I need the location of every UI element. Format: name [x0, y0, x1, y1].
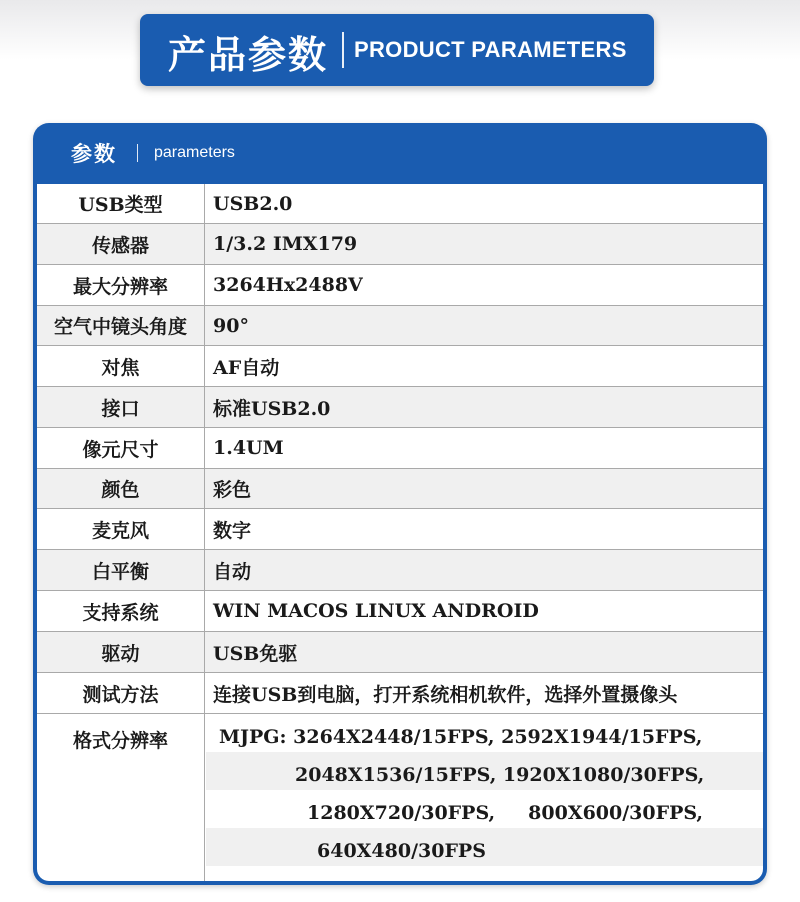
format-line: 640X480/30FPS: [317, 840, 486, 862]
parameters-card: [33, 123, 767, 885]
param-value: 3264Hx2488V: [213, 274, 363, 296]
param-label: 支持系统: [37, 591, 205, 631]
param-value: 彩色: [213, 479, 252, 501]
table-row: [37, 306, 763, 346]
table-row: [37, 469, 763, 509]
param-label: 麦克风: [37, 509, 205, 549]
header-banner: [140, 14, 654, 86]
table-row: [37, 509, 763, 550]
param-label: 白平衡: [37, 550, 205, 590]
card-header: [33, 123, 767, 183]
header-title-en: PRODUCT PARAMETERS: [354, 37, 627, 62]
param-value: 90°: [213, 314, 249, 337]
param-label: 对焦: [37, 346, 205, 386]
param-label: USB类型: [37, 184, 205, 223]
param-label: 接口: [37, 387, 205, 427]
param-value: 数字: [213, 519, 252, 542]
param-label: 驱动: [37, 632, 205, 672]
param-label: 空气中镜头角度: [37, 306, 205, 345]
card-header-divider: [137, 144, 138, 162]
table-row: [37, 346, 763, 387]
table-row: [37, 224, 763, 265]
param-value: 1/3.2 IMX179: [213, 233, 358, 255]
table-row: [37, 673, 763, 714]
table-row: [37, 550, 763, 591]
table-row: [37, 184, 763, 224]
header-title-zh: 产品参数: [168, 32, 329, 77]
param-label: 传感器: [37, 224, 205, 264]
param-value: USB免驱: [213, 642, 298, 665]
param-value: USB2.0: [213, 192, 293, 215]
format-line: 2048X1536/15FPS, 1920X1080/30FPS,: [295, 764, 705, 786]
param-label: 测试方法: [37, 673, 205, 713]
format-line: MJPG: 3264X2448/15FPS, 2592X1944/15FPS,: [219, 726, 703, 748]
param-label: 格式分辨率: [37, 714, 205, 881]
table-row: [37, 632, 763, 673]
format-line: 1280X720/30FPS, 800X600/30FPS,: [307, 802, 704, 824]
table-row-format: [37, 714, 763, 881]
param-label: 颜色: [37, 469, 205, 508]
param-value: 自动: [213, 560, 252, 583]
table-row: [37, 387, 763, 428]
card-title-zh: 参数: [71, 142, 117, 166]
card-title-en: parameters: [154, 144, 235, 161]
param-value: WIN MACOS LINUX ANDROID: [213, 600, 539, 622]
table-row: [37, 428, 763, 469]
param-value: 标准USB2.0: [213, 397, 331, 420]
param-value: 连接USB到电脑，打开系统相机软件，选择外置摄像头: [213, 683, 678, 706]
param-value: AF自动: [213, 356, 280, 379]
header-divider: [342, 32, 344, 68]
parameters-table: [37, 184, 763, 881]
param-label: 最大分辨率: [37, 265, 205, 305]
table-row: [37, 591, 763, 632]
table-row: [37, 265, 763, 306]
param-label: 像元尺寸: [37, 428, 205, 468]
param-value: 1.4UM: [213, 437, 284, 459]
